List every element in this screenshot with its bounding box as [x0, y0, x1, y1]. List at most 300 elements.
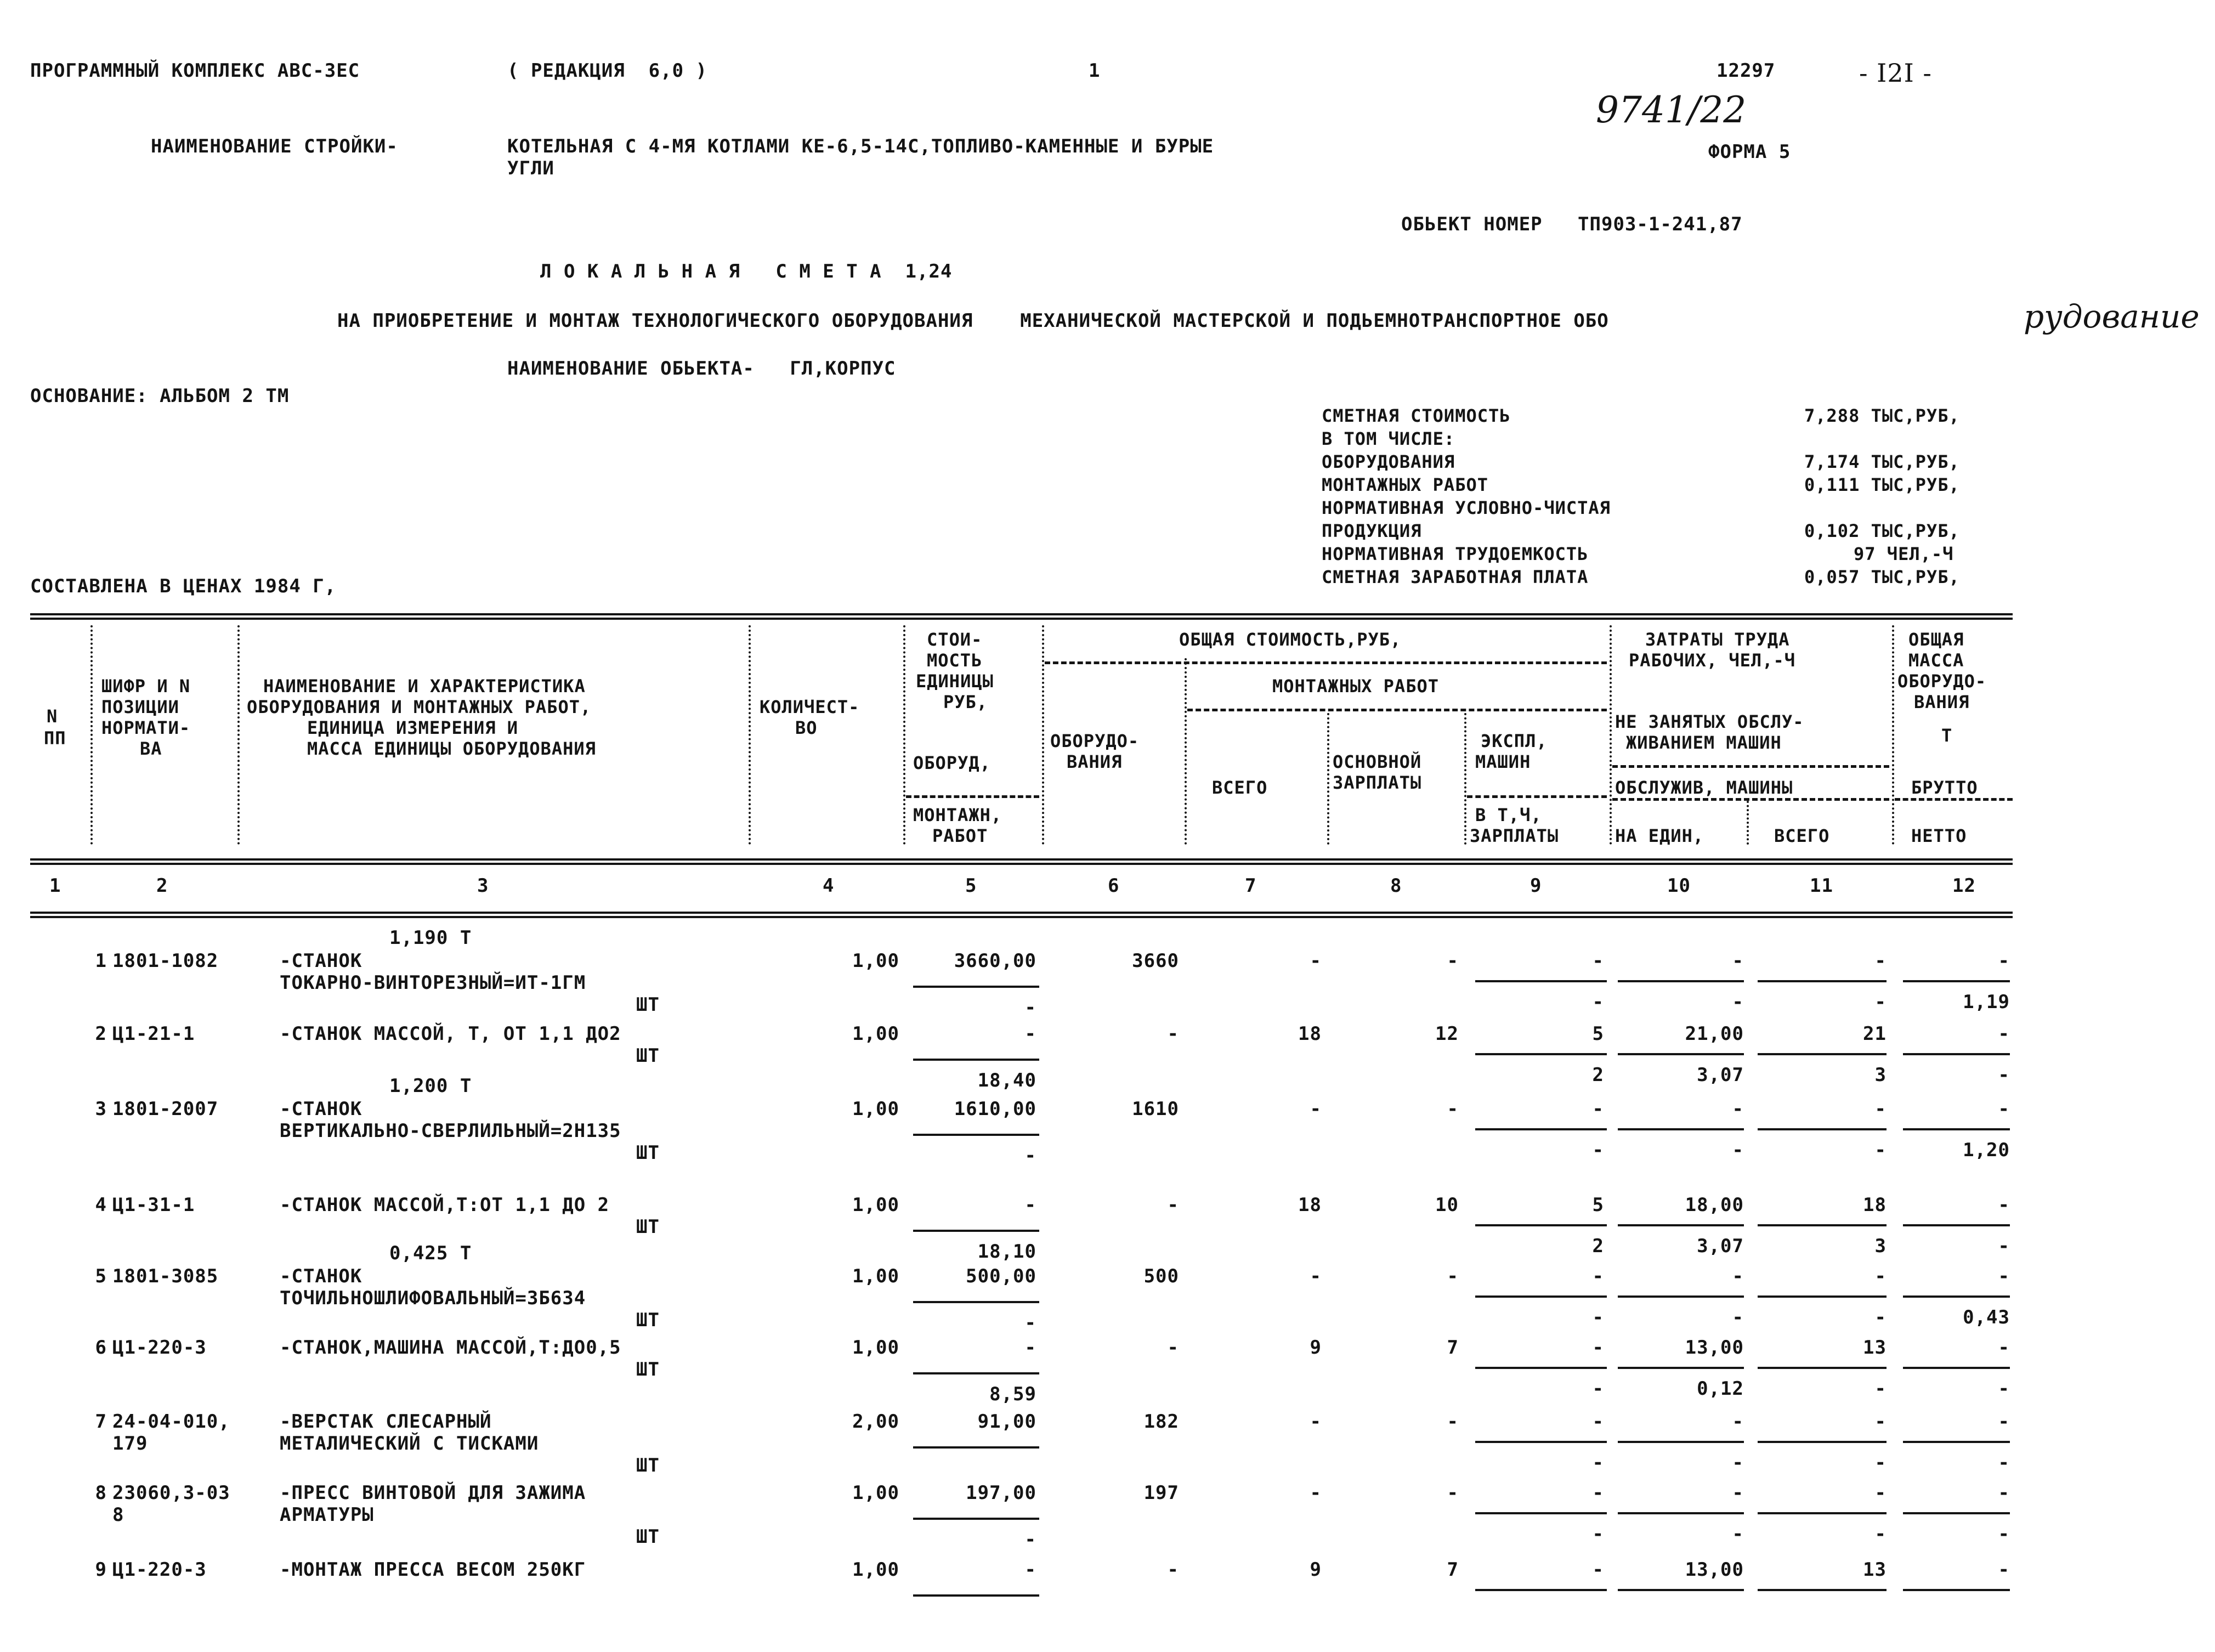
cell-rule [1475, 980, 1607, 982]
cell-rule [1903, 1589, 2010, 1591]
handwritten-number: 9741/22 [1596, 89, 1747, 131]
row-labor-total: 13 [1863, 1337, 1887, 1359]
header-col-12: Т [1941, 725, 1953, 746]
cell-rule [1758, 1512, 1887, 1514]
cell-rule [1618, 1295, 1744, 1298]
column-number: 5 [965, 875, 977, 897]
row-quantity: 1,00 [852, 1337, 899, 1359]
column-number: 3 [477, 875, 489, 897]
row-labor-total-machines: - [1874, 1378, 1887, 1400]
column-divider [1185, 658, 1187, 845]
group-rule [906, 795, 1039, 798]
row-price-equipment: - [1024, 1194, 1036, 1216]
row-machines: 5 [1592, 1194, 1604, 1216]
cell-rule [913, 1518, 1039, 1520]
cell-rule [1903, 980, 2010, 982]
row-labor-total-machines: 3 [1874, 1064, 1887, 1086]
table-body-rule [30, 916, 2013, 918]
cell-rule [1758, 1053, 1887, 1055]
row-mass-net: 1,20 [1963, 1139, 2010, 1161]
column-divider [1042, 625, 1044, 845]
summary-label: МОНТАЖНЫХ РАБОТ [1322, 474, 1488, 495]
row-mass-gross: - [1998, 1337, 2010, 1359]
cell-rule [1475, 1224, 1607, 1226]
row-mass-net: 1,19 [1963, 991, 2010, 1013]
row-code: 23060,3-03 [112, 1482, 230, 1504]
cell-rule [913, 1446, 1039, 1449]
row-machines: - [1592, 1559, 1604, 1581]
row-unit: ШТ [636, 994, 660, 1016]
row-quantity: 1,00 [852, 1482, 899, 1504]
column-number: 4 [823, 875, 835, 897]
cell-rule [1903, 1295, 2010, 1298]
cell-rule [1618, 1053, 1744, 1055]
construction-name-line2: УГЛИ [507, 157, 554, 179]
row-code: 1801-1082 [112, 950, 219, 972]
cell-rule [1475, 1053, 1607, 1055]
row-total-equipment: - [1167, 1023, 1179, 1045]
row-base-salary: 10 [1435, 1194, 1459, 1216]
row-base-salary: - [1447, 1411, 1459, 1433]
row-machines: - [1592, 950, 1604, 972]
row-name: -СТАНОК [280, 1265, 362, 1287]
row-name: -СТАНОК,МАШИНА МАССОЙ,Т:ДО0,5 [280, 1337, 621, 1359]
group-rule [1045, 661, 1607, 664]
summary-value: 0,102 ТЫС,РУБ, [1804, 521, 1960, 541]
row-mass: 1,200 Т [389, 1075, 472, 1097]
row-labor-total: - [1874, 1411, 1887, 1433]
header-col-6: ОБОРУДО- [1050, 731, 1140, 751]
row-number: 5 [95, 1265, 107, 1287]
estimate-subtitle-handwritten: рудование [2024, 298, 2200, 335]
row-labor-unit-machines: - [1732, 1523, 1744, 1545]
cell-rule [913, 986, 1039, 988]
row-labor-total: 21 [1863, 1023, 1887, 1045]
row-labor-unit: - [1732, 950, 1744, 972]
cell-rule [913, 1059, 1039, 1061]
row-machines: - [1592, 1482, 1604, 1504]
summary-label: ОБОРУДОВАНИЯ [1322, 451, 1455, 472]
header-col-12: ВАНИЯ [1914, 692, 1970, 712]
row-machines-salary: - [1592, 1306, 1604, 1328]
cell-rule [1618, 1441, 1744, 1443]
row-mass: 0,425 Т [389, 1242, 472, 1264]
row-total-mounting: 18 [1298, 1023, 1322, 1045]
column-number: 9 [1530, 875, 1542, 897]
summary-value: 97 ЧЕЛ,-Ч [1854, 544, 1954, 564]
row-labor-total: - [1874, 1098, 1887, 1120]
row-number: 3 [95, 1098, 107, 1120]
row-name: ТОКАРНО-ВИНТОРЕЗНЫЙ=ИТ-1ГМ [280, 972, 586, 994]
cell-rule [1618, 1128, 1744, 1130]
cell-rule [1758, 1367, 1887, 1369]
row-labor-total-machines: - [1874, 991, 1887, 1013]
cell-rule [1618, 1589, 1744, 1591]
object-number: ОБЬЕКТ НОМЕР ТП903-1-241,87 [1401, 213, 1743, 235]
cell-rule [1903, 1512, 2010, 1514]
cell-rule [1475, 1589, 1607, 1591]
row-price-equipment: 91,00 [977, 1411, 1036, 1433]
row-labor-total-machines: - [1874, 1523, 1887, 1545]
header-col-3: ЕДИНИЦА ИЗМЕРЕНИЯ И [307, 717, 519, 738]
column-divider [237, 625, 240, 845]
row-base-salary: 7 [1447, 1337, 1459, 1359]
row-base-salary: - [1447, 1098, 1459, 1120]
header-col-2: ПОЗИЦИИ [101, 697, 179, 717]
row-labor-total: - [1874, 1482, 1887, 1504]
row-price-mounting: - [1024, 1529, 1036, 1551]
row-name: -МОНТАЖ ПРЕССА ВЕСОМ 250КГ [280, 1559, 586, 1581]
row-total-mounting: 9 [1310, 1337, 1322, 1359]
column-number: 2 [156, 875, 168, 897]
row-price-equipment: - [1024, 1023, 1036, 1045]
row-labor-unit-machines: - [1732, 1306, 1744, 1328]
header-labor-machines: ОБСЛУЖИВ, МАШИНЫ [1615, 777, 1793, 798]
summary-label: НОРМАТИВНАЯ ТРУДОЕМКОСТЬ [1322, 544, 1589, 564]
row-mass-net: - [1998, 1235, 2010, 1257]
cell-rule [1475, 1367, 1607, 1369]
header-group-mounting: МОНТАЖНЫХ РАБОТ [1272, 676, 1439, 697]
cell-rule [913, 1230, 1039, 1232]
column-divider [1327, 713, 1329, 845]
row-labor-total: - [1874, 950, 1887, 972]
row-code: Ц1-21-1 [112, 1023, 195, 1045]
row-labor-total: 18 [1863, 1194, 1887, 1216]
row-quantity: 1,00 [852, 1023, 899, 1045]
summary-value: 0,111 ТЫС,РУБ, [1804, 474, 1960, 495]
row-machines: - [1592, 1098, 1604, 1120]
column-number: 11 [1810, 875, 1833, 897]
row-mass-gross: - [1998, 1098, 2010, 1120]
column-number: 1 [49, 875, 61, 897]
header-col-9: ЭКСПЛ, [1481, 731, 1548, 751]
row-total-equipment: 182 [1143, 1411, 1179, 1433]
header-col-5: МОСТЬ [927, 650, 983, 671]
header-col-5: СТОИ- [927, 629, 983, 650]
row-total-mounting: - [1310, 1482, 1322, 1504]
row-labor-unit: 18,00 [1685, 1194, 1744, 1216]
row-code: Ц1-31-1 [112, 1194, 195, 1216]
row-price-equipment: 3660,00 [954, 950, 1036, 972]
cell-rule [1475, 1512, 1607, 1514]
cell-rule [1758, 1589, 1887, 1591]
row-labor-unit: 13,00 [1685, 1559, 1744, 1581]
row-total-mounting: - [1310, 1411, 1322, 1433]
header-col-5: ЕДИНИЦЫ [916, 671, 994, 692]
row-code: Ц1-220-3 [112, 1559, 207, 1581]
row-total-equipment: 500 [1143, 1265, 1179, 1287]
row-total-equipment: 3660 [1132, 950, 1179, 972]
row-price-equipment: 1610,00 [954, 1098, 1036, 1120]
row-machines-salary: 2 [1592, 1235, 1604, 1257]
form-label: ФОРМА 5 [1708, 141, 1791, 163]
row-name: -СТАНОК [280, 950, 362, 972]
row-mass-net: 0,43 [1963, 1306, 2010, 1328]
cell-rule [1758, 1128, 1887, 1130]
header-col-2: НОРМАТИ- [101, 717, 191, 738]
row-number: 9 [95, 1559, 107, 1581]
summary-label: СМЕТНАЯ СТОИМОСТЬ [1322, 405, 1511, 426]
row-labor-unit: - [1732, 1482, 1744, 1504]
row-price-equipment: 197,00 [966, 1482, 1036, 1504]
row-labor-unit-machines: - [1732, 1139, 1744, 1161]
row-machines: - [1592, 1265, 1604, 1287]
summary-label: СМЕТНАЯ ЗАРАБОТНАЯ ПЛАТА [1322, 567, 1589, 587]
table-body-rule [30, 912, 2013, 914]
cell-rule [1903, 1367, 2010, 1369]
column-number: 12 [1952, 875, 1976, 897]
cell-rule [913, 1134, 1039, 1136]
row-labor-unit-machines: 3,07 [1697, 1064, 1744, 1086]
row-labor-unit: - [1732, 1265, 1744, 1287]
row-quantity: 1,00 [852, 1559, 899, 1581]
cell-rule [1475, 1128, 1607, 1130]
cell-rule [1475, 1295, 1607, 1298]
row-total-mounting: - [1310, 1265, 1322, 1287]
cell-rule [1903, 1441, 2010, 1443]
group-rule [1187, 709, 1607, 711]
group-rule [1895, 798, 2013, 801]
row-total-mounting: - [1310, 1098, 1322, 1120]
row-mass-gross: - [1998, 1023, 2010, 1045]
row-name: -СТАНОК МАССОЙ, Т, ОТ 1,1 ДО2 [280, 1023, 621, 1045]
row-number: 4 [95, 1194, 107, 1216]
program-name: ПРОГРАММНЫЙ КОМПЛЕКС АВС-3ЕС [30, 60, 360, 82]
price-basis: СОСТАВЛЕНА В ЦЕНАХ 1984 Г, [30, 575, 337, 597]
row-unit: ШТ [636, 1045, 660, 1067]
column-divider [1610, 625, 1612, 845]
header-col-1: N [47, 706, 58, 727]
row-code: Ц1-220-3 [112, 1337, 207, 1359]
header-col-9: В Т,Ч, [1475, 805, 1542, 825]
cell-rule [1618, 980, 1744, 982]
cell-rule [1903, 1128, 2010, 1130]
row-price-equipment: - [1024, 1337, 1036, 1359]
row-mass-gross: - [1998, 1411, 2010, 1433]
estimate-subtitle: НА ПРИОБРЕТЕНИЕ И МОНТАЖ ТЕХНОЛОГИЧЕСКОГО ОБОРУДОВАНИЯ МЕХАНИЧЕСКОЙ МАСТЕРСКОЙ И ПОДЬЕМНОТРАНСПОРТНОЕ ОБО [337, 310, 1609, 332]
row-name: ВЕРТИКАЛЬНО-СВЕРЛИЛЬНЫЙ=2Н135 [280, 1120, 621, 1142]
row-labor-unit-machines: - [1732, 1452, 1744, 1474]
cell-rule [1903, 1224, 2010, 1226]
row-price-mounting: - [1024, 1312, 1036, 1334]
row-code: 1801-2007 [112, 1098, 219, 1120]
header-col-2: ШИФР И N [101, 676, 191, 697]
row-labor-unit-machines: - [1732, 991, 1744, 1013]
column-number: 6 [1108, 875, 1120, 897]
row-name: МЕТАЛИЧЕСКИЙ С ТИСКАМИ [280, 1433, 539, 1455]
row-labor-unit: - [1732, 1098, 1744, 1120]
row-unit: ШТ [636, 1142, 660, 1164]
column-divider [90, 625, 93, 845]
row-quantity: 1,00 [852, 1194, 899, 1216]
page-number: 1 [1089, 60, 1101, 82]
header-col-9: МАШИН [1475, 751, 1531, 772]
row-mass-net: - [1998, 1452, 2010, 1474]
row-price-mounting: - [1024, 1145, 1036, 1167]
row-total-equipment: 1610 [1132, 1098, 1179, 1120]
cell-rule [1758, 1295, 1887, 1298]
row-labor-unit-machines: 0,12 [1697, 1378, 1744, 1400]
cell-rule [1903, 1053, 2010, 1055]
row-labor-total: - [1874, 1265, 1887, 1287]
summary-value: 7,174 ТЫС,РУБ, [1804, 451, 1960, 472]
header-col-12: МАССА [1908, 650, 1964, 671]
header-col-12: БРУТТО [1911, 777, 1978, 798]
row-total-equipment: - [1167, 1337, 1179, 1359]
header-col-7: ВСЕГО [1212, 777, 1268, 798]
row-code: 179 [112, 1433, 148, 1455]
cell-rule [1618, 1512, 1744, 1514]
column-divider [1892, 625, 1894, 845]
row-total-equipment: - [1167, 1559, 1179, 1581]
group-rule [1612, 798, 1889, 801]
row-name: -ВЕРСТАК СЛЕСАРНЫЙ [280, 1411, 492, 1433]
column-number: 8 [1390, 875, 1402, 897]
cell-rule [1618, 1367, 1744, 1369]
header-col-5: РАБОТ [932, 825, 988, 846]
column-number: 7 [1245, 875, 1257, 897]
row-base-salary: - [1447, 1482, 1459, 1504]
header-labor-idle: ЖИВАНИЕМ МАШИН [1626, 732, 1782, 753]
row-mass-net: - [1998, 1064, 2010, 1086]
header-col-12: ОБЩАЯ [1908, 629, 1964, 650]
row-code: 8 [112, 1504, 124, 1526]
header-col-2: ВА [140, 738, 162, 759]
row-total-equipment: - [1167, 1194, 1179, 1216]
estimate-title: Л О К А Л Ь Н А Я С М Е Т А 1,24 [540, 261, 953, 282]
row-number: 6 [95, 1337, 107, 1359]
row-machines-salary: - [1592, 1378, 1604, 1400]
row-name: АРМАТУРЫ [280, 1504, 374, 1526]
cell-rule [1618, 1224, 1744, 1226]
header-col-12: НЕТТО [1911, 825, 1967, 846]
row-total-mounting: 18 [1298, 1194, 1322, 1216]
row-unit: ШТ [636, 1216, 660, 1238]
program-edition: ( РЕДАКЦИЯ 6,0 ) [507, 60, 707, 82]
row-machines-salary: - [1592, 991, 1604, 1013]
object-name: НАИМЕНОВАНИЕ ОБЬЕКТА- ГЛ,КОРПУС [507, 358, 896, 380]
row-total-mounting: - [1310, 950, 1322, 972]
row-machines: 5 [1592, 1023, 1604, 1045]
header-group-labor: РАБОЧИХ, ЧЕЛ,-Ч [1629, 650, 1795, 671]
row-labor-total-machines: - [1874, 1452, 1887, 1474]
header-col-9: ЗАРПЛАТЫ [1470, 825, 1559, 846]
row-number: 2 [95, 1023, 107, 1045]
row-mass: 1,190 Т [389, 927, 472, 949]
group-rule [1612, 765, 1889, 768]
row-price-mounting: 8,59 [989, 1383, 1036, 1405]
summary-label: НОРМАТИВНАЯ УСЛОВНО-ЧИСТАЯ [1322, 497, 1611, 518]
header-col-6: ВАНИЯ [1067, 751, 1123, 772]
header-labor-idle: НЕ ЗАНЯТЫХ ОБСЛУ- [1615, 711, 1804, 732]
row-price-equipment: 500,00 [966, 1265, 1036, 1287]
row-price-equipment: - [1024, 1559, 1036, 1581]
construction-label: НАИМЕНОВАНИЕ СТРОЙКИ- [151, 135, 398, 157]
row-name: -СТАНОК МАССОЙ,Т:ОТ 1,1 ДО 2 [280, 1194, 610, 1216]
sheet-mark: - I2I - [1859, 58, 1932, 88]
row-number: 7 [95, 1411, 107, 1433]
cell-rule [1758, 1224, 1887, 1226]
group-rule [1467, 795, 1607, 798]
header-col-4: КОЛИЧЕСТ- [760, 697, 860, 717]
row-number: 8 [95, 1482, 107, 1504]
header-group-total: ОБЩАЯ СТОИМОСТЬ,РУБ, [1179, 629, 1402, 650]
header-col-11: ВСЕГО [1774, 825, 1830, 846]
row-price-mounting: 18,40 [977, 1070, 1036, 1091]
row-unit: ШТ [636, 1309, 660, 1331]
header-col-5: МОНТАЖН, [913, 805, 1002, 825]
header-col-1: ПП [44, 728, 66, 749]
summary-label: ПРОДУКЦИЯ [1322, 521, 1422, 541]
row-quantity: 1,00 [852, 1265, 899, 1287]
row-name: -ПРЕСС ВИНТОВОЙ ДЛЯ ЗАЖИМА [280, 1482, 586, 1504]
row-labor-unit: 13,00 [1685, 1337, 1744, 1359]
header-col-8: ОСНОВНОЙ [1333, 751, 1422, 772]
row-name: -СТАНОК [280, 1098, 362, 1120]
row-machines: - [1592, 1411, 1604, 1433]
construction-name-line1: КОТЕЛЬНАЯ С 4-МЯ КОТЛАМИ КЕ-6,5-14С,ТОПЛИВО-КАМЕННЫЕ И БУРЫЕ [507, 135, 1214, 157]
row-labor-unit-machines: 3,07 [1697, 1235, 1744, 1257]
row-quantity: 1,00 [852, 950, 899, 972]
estimate-basis: ОСНОВАНИЕ: АЛЬБОМ 2 ТМ [30, 385, 290, 407]
header-col-3: МАССА ЕДИНИЦЫ ОБОРУДОВАНИЯ [307, 738, 596, 759]
row-base-salary: - [1447, 950, 1459, 972]
row-labor-total-machines: 3 [1874, 1235, 1887, 1257]
row-labor-unit: - [1732, 1411, 1744, 1433]
cell-rule [1475, 1441, 1607, 1443]
row-total-mounting: 9 [1310, 1559, 1322, 1581]
row-labor-total-machines: - [1874, 1306, 1887, 1328]
header-col-4: ВО [795, 717, 818, 738]
row-name: ТОЧИЛЬНОШЛИФОВАЛЬНЫЙ=3Б634 [280, 1287, 586, 1309]
summary-label: В ТОМ ЧИСЛЕ: [1322, 428, 1455, 449]
summary-value: 7,288 ТЫС,РУБ, [1804, 405, 1960, 426]
document-code: 12297 [1717, 60, 1776, 82]
column-divider [749, 625, 751, 845]
row-mass-gross: - [1998, 1559, 2010, 1581]
table-header-rule [30, 863, 2013, 865]
row-base-salary: 12 [1435, 1023, 1459, 1045]
cell-rule [913, 1301, 1039, 1303]
row-labor-unit: 21,00 [1685, 1023, 1744, 1045]
header-col-10: НА ЕДИН, [1615, 825, 1704, 846]
row-machines-salary: 2 [1592, 1064, 1604, 1086]
row-mass-net: - [1998, 1523, 2010, 1545]
row-number: 1 [95, 950, 107, 972]
table-header-rule [30, 858, 2013, 861]
row-total-equipment: 197 [1143, 1482, 1179, 1504]
header-col-5: РУБ, [943, 692, 988, 712]
header-col-3: ОБОРУДОВАНИЯ И МОНТАЖНЫХ РАБОТ, [247, 697, 592, 717]
cell-rule [1758, 1441, 1887, 1443]
row-machines: - [1592, 1337, 1604, 1359]
cell-rule [913, 1594, 1039, 1597]
row-mass-gross: - [1998, 950, 2010, 972]
column-divider [903, 625, 905, 845]
row-base-salary: 7 [1447, 1559, 1459, 1581]
header-group-labor: ЗАТРАТЫ ТРУДА [1645, 629, 1790, 650]
row-labor-total: 13 [1863, 1559, 1887, 1581]
header-col-3: НАИМЕНОВАНИЕ И ХАРАКТЕРИСТИКА [263, 676, 586, 697]
row-unit: ШТ [636, 1526, 660, 1548]
column-number: 10 [1667, 875, 1691, 897]
row-mass-net: - [1998, 1378, 2010, 1400]
row-mass-gross: - [1998, 1194, 2010, 1216]
row-code: 24-04-010, [112, 1411, 230, 1433]
row-labor-total-machines: - [1874, 1139, 1887, 1161]
table-top-rule [30, 613, 2013, 615]
row-base-salary: - [1447, 1265, 1459, 1287]
